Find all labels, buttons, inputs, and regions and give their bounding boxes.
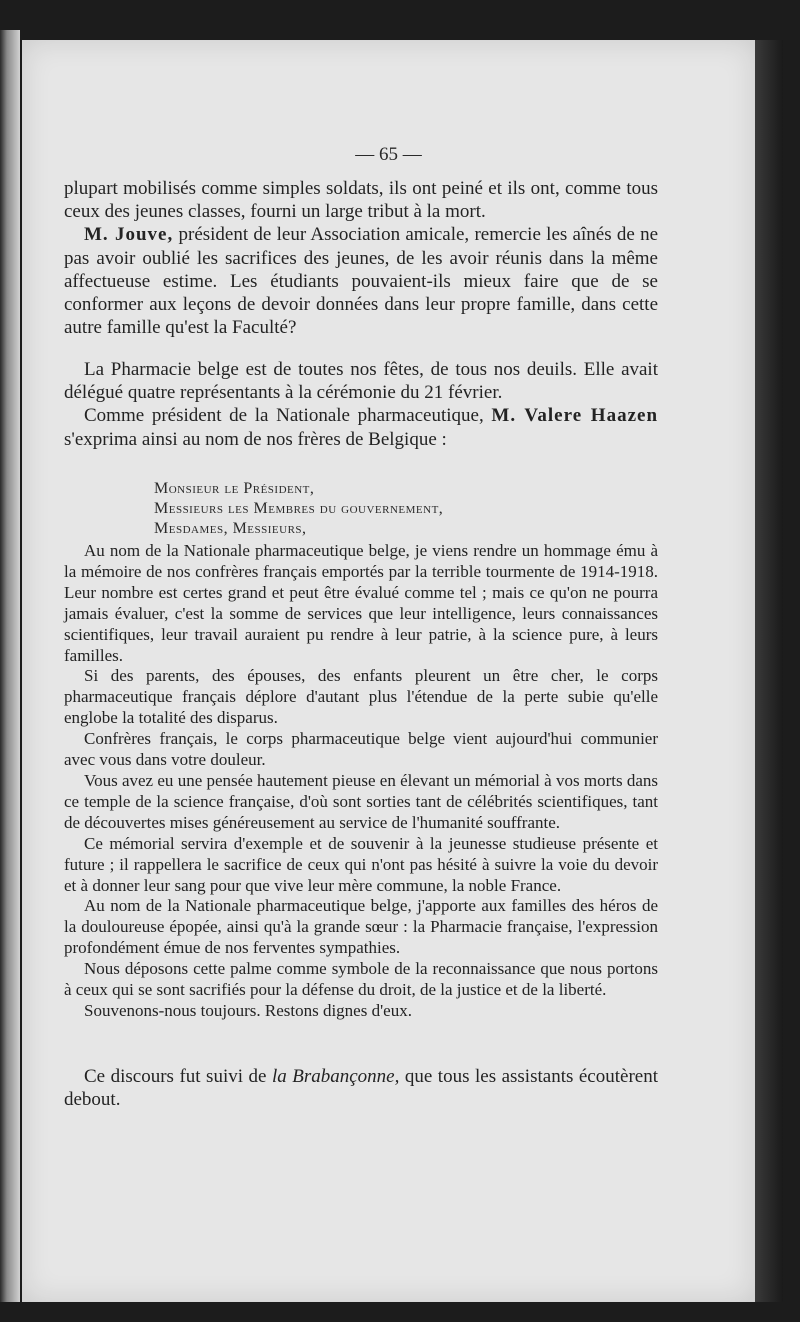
speech-salutation: [154, 479, 443, 539]
speech-paragraph: Confrères français, le corps pharmaceutique belge vient aujourd'hui communier avec vous dans votre douleur.: [64, 729, 658, 770]
speech-paragraph: Si des parents, des épouses, des enfants pleurent un être cher, le corps pharmaceutique français déplore d'autant plus l'étendue de la perte subie qu'elle englobe la totalité des disparus.: [64, 666, 658, 728]
opening-paragraphs: [64, 177, 658, 339]
closing-paragraph: [64, 1065, 658, 1111]
salutation-line: Monsieur le Président,: [154, 480, 315, 497]
speech-paragraph: Souvenons-nous toujours. Restons dignes d'eux.: [84, 1000, 412, 1020]
speech-paragraph: Vous avez eu une pensée hautement pieuse en élevant un mémorial à vos morts dans ce temple de la science française, d'où sont sorties tant de célébrités scientifiques, tant de découvertes mises généreusement au service de l'humanité souffrante.: [64, 770, 658, 832]
paragraph-haazen: [64, 404, 658, 450]
document-page: [22, 40, 755, 1302]
paragraph-haazen-after: s'exprima ainsi au nom de nos frères de Belgique :: [64, 428, 447, 450]
anthem-title: la Brabançonne,: [271, 1066, 400, 1087]
speech-paragraph: Nous déposons cette palme comme symbole de la reconnaissance que nous portons à ceux qui se sont sacrifiés pour la défense du droit, de la justice et de la liberté.: [64, 959, 658, 1000]
closing-after: que tous les assistants écoutèrent debout.: [64, 1066, 658, 1111]
paragraph-continuation: plupart mobilisés comme simples soldats, ils ont peiné et ils ont, comme tous ceux des jeunes classes, fourni un large tribut à la mort.: [64, 178, 658, 223]
speech-paragraph: Ce mémorial servira d'exemple et de souvenir à la jeunesse studieuse présente et future ; il rappellera le sacrifice de ceux qui n'ont pas hésité à suivre la voie du devoir et à donner leur sang pour que vive leur mère commune, la noble France.: [64, 833, 658, 895]
paragraph-jouve: [64, 223, 658, 339]
speaker-name-jouve: M. Jouve,: [84, 224, 174, 246]
page-edge-shadow: [755, 40, 783, 1302]
speaker-name-haazen: M. Valere Haazen: [491, 405, 659, 427]
paragraph-jouve-text: président de leur Association amicale, remercie les aînés de ne pas avoir oublié les sacrifices des jeunes, de les avoir réunis dans la même affectueuse estime. Les étudiants pouvaient-ils mieux faire que de se conformer aux leçons de devoir données dans leur propre famille, dans cette autre famille qu'est la Faculté?: [64, 224, 659, 339]
salutation-line: Messieurs les Membres du gouvernement,: [154, 500, 444, 517]
page-number: — 65 —: [355, 144, 422, 165]
speech-paragraph: Au nom de la Nationale pharmaceutique belge, j'apporte aux familles des héros de la douloureuse épopée, ainsi qu'à la grande sœur : la Pharmacie française, l'expression profondément émue de nos ferventes sympathies.: [64, 896, 658, 958]
book-gutter: [0, 30, 20, 1302]
belgian-paragraphs: [64, 358, 658, 451]
speech-paragraph: Au nom de la Nationale pharmaceutique belge, je viens rendre un hommage ému à la mémoire de nos confrères français emportés par la terrible tourmente de 1914-1918. Leur nombre est certes grand et peut être évalué comme tel ; mais ce qu'on ne pourra jamais évaluer, c'est la somme de services que leur intelligence, leurs connaissances scientifiques, leur travail auraient pu rendre à leur patrie, à la science pure, à leurs familles.: [64, 541, 658, 665]
salutation-line: Mesdames, Messieurs,: [154, 520, 307, 537]
closing-before: Ce discours fut suivi de: [84, 1066, 272, 1087]
paragraph-pharmacie-belge: La Pharmacie belge est de toutes nos fêtes, de tous nos deuils. Elle avait délégué quatre représentants à la cérémonie du 21 février.: [64, 359, 658, 404]
closing-paragraph-block: [64, 1065, 658, 1111]
paragraph-haazen-before: Comme président de la Nationale pharmaceutique,: [84, 405, 492, 427]
speech-body: [64, 541, 658, 1022]
